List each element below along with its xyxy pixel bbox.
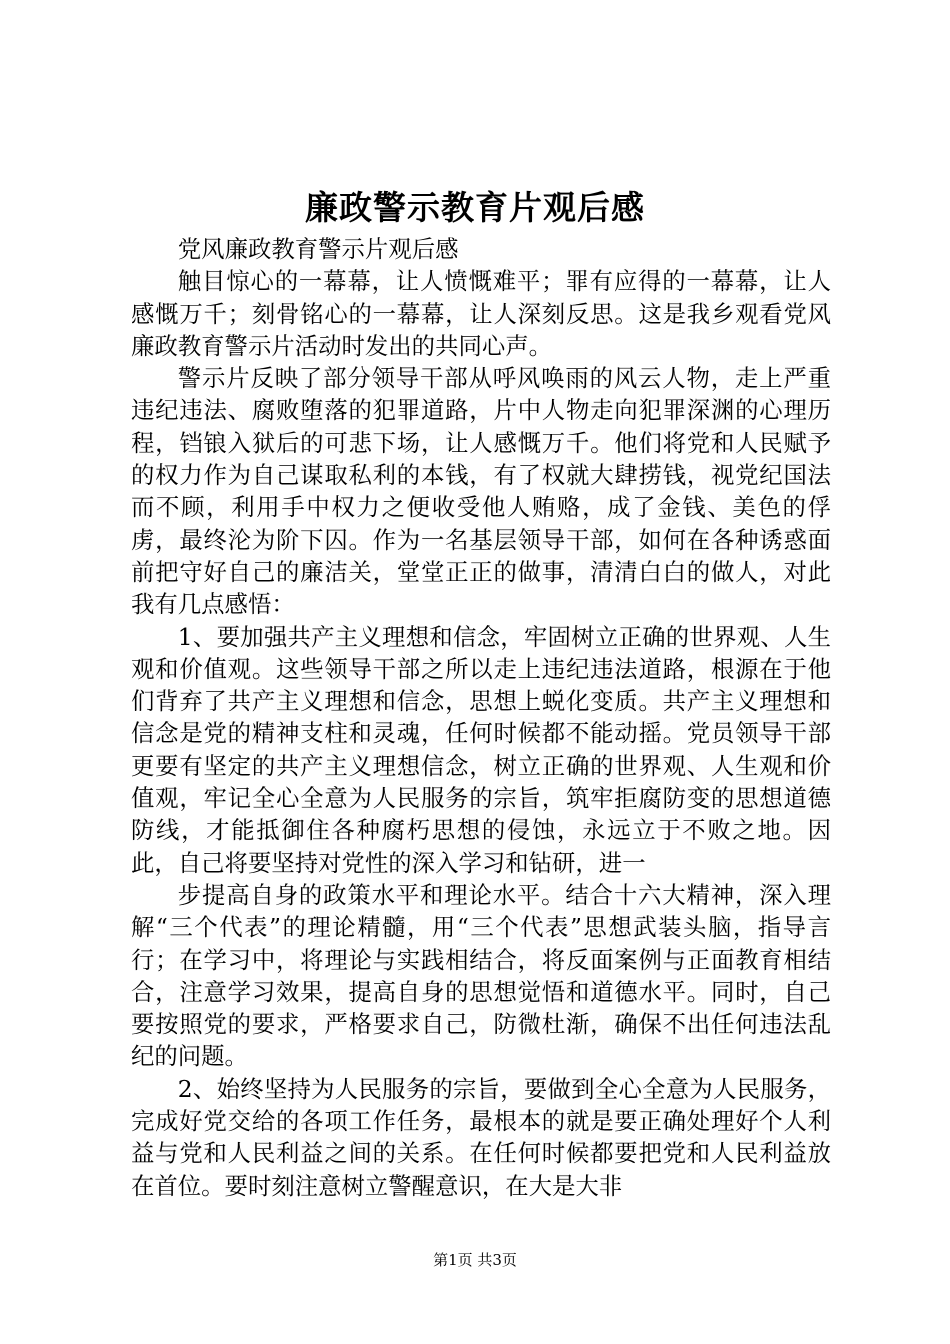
page-number-footer: 第1页 共3页 xyxy=(433,1251,517,1269)
paragraph: 1、要加强共产主义理想和信念，牢固树立正确的世界观、人生观和价值观。这些领导干部之所以走上违纪违法道路，根源在于他们背弃了共产主义理想和信念，思想上蜕化变质。共产主义理想和信念是党的精神支柱和灵魂，任何时候都不能动摇。党员领导干部更要有坚定的共产主义理想信念，树立正确的世界观、人生观和价值观，牢记全心全意为人民服务的宗旨，筑牢拒腐防变的思想道德防线，才能抵御住各种腐朽思想的侵蚀，永远立于不败之地。因此，自己将要坚持对党性的深入学习和钻研，进一 xyxy=(131,622,831,877)
paragraph-subtitle: 党风廉政教育警示片观后感 xyxy=(177,235,459,263)
paragraph: 警示片反映了部分领导干部从呼风唤雨的风云人物，走上严重违纪违法、腐败堕落的犯罪道路，片中人物走向犯罪深渊的心理历程，铛锒入狱后的可悲下场，让人感慨万千。他们将党和人民赋予的权力作为自己谋取私利的本钱，有了权就大肆捞钱，视党纪国法而不顾，利用手中权力之便收受他人贿赂，成了金钱、美色的俘虏，最终沦为阶下囚。作为一名基层领导干部，如何在各种诱惑面前把守好自己的廉洁关，堂堂正正的做事，清清白白的做人，对此我有几点感悟： xyxy=(131,364,831,619)
paragraph: 2、始终坚持为人民服务的宗旨，要做到全心全意为人民服务，完成好党交给的各项工作任务，最根本的就是要正确处理好个人利益与党和人民利益之间的关系。在任何时候都要把党和人民利益放在首位。要时刻注意树立警醒意识，在大是大非 xyxy=(131,1074,831,1200)
paragraph: 步提高自身的政策水平和理论水平。结合十六大精神，深入理解“三个代表”的理论精髓，用“三个代表”思想武装头脑，指导言行；在学习中，将理论与实践相结合，将反面案例与正面教育相结合，注意学习效果，提高自身的思想觉悟和道德水平。同时，自己要按照党的要求，严格要求自己，防微杜渐，确保不出任何违法乱纪的问题。 xyxy=(131,880,831,1071)
paragraph: 触目惊心的一幕幕，让人愤慨难平；罪有应得的一幕幕，让人感慨万千；刻骨铭心的一幕幕，让人深刻反思。这是我乡观看党风廉政教育警示片活动时发出的共同心声。 xyxy=(131,267,831,360)
document-title: 廉政警示教育片观后感 xyxy=(305,188,645,227)
document-body xyxy=(131,233,831,1202)
